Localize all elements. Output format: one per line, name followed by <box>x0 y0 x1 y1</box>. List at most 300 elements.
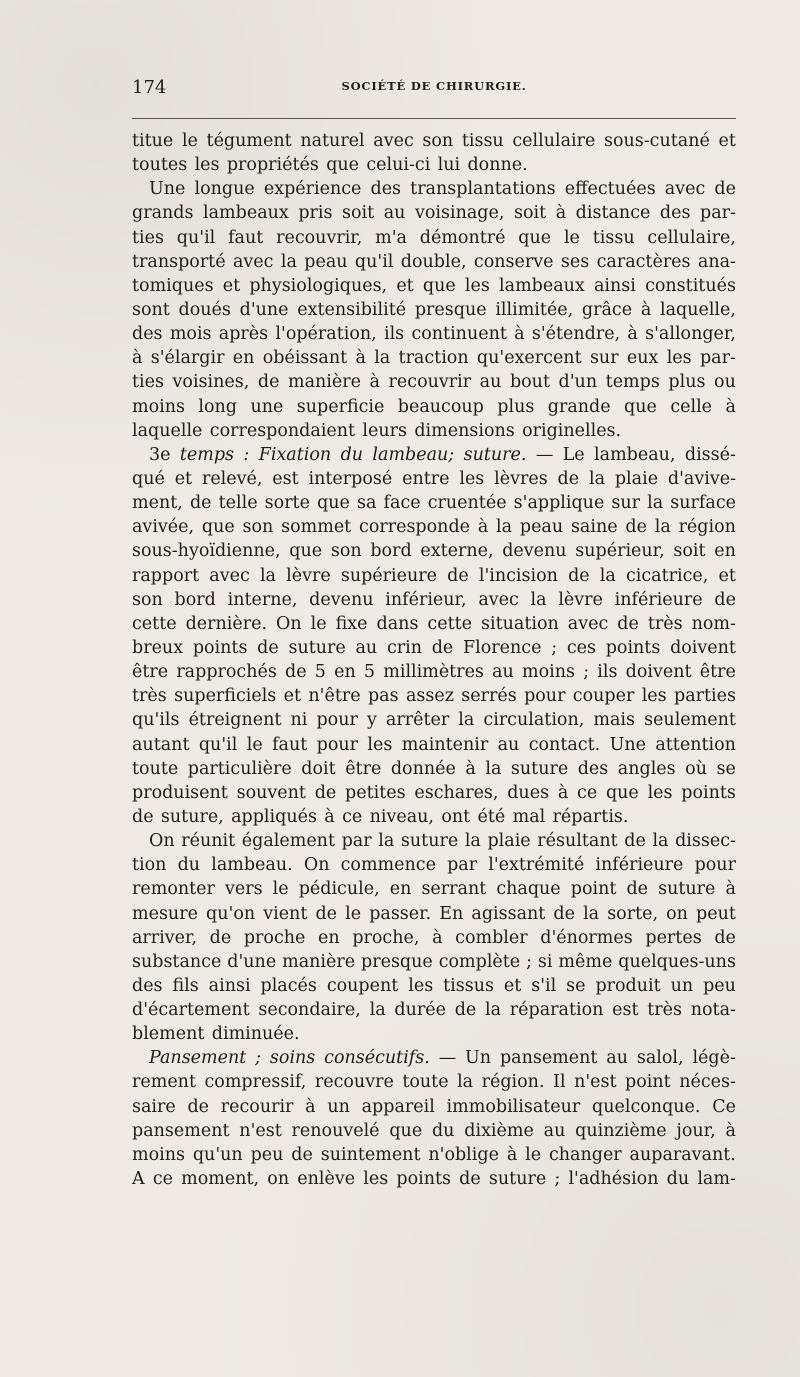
word: ce <box>152 1169 173 1190</box>
word: que <box>289 541 323 562</box>
word: coupent <box>326 975 399 996</box>
word: eschares, <box>414 782 499 803</box>
word: appareil <box>361 1096 435 1117</box>
word: ni <box>290 710 308 731</box>
word: à <box>506 1144 518 1165</box>
word: de <box>431 637 454 658</box>
word: placés <box>260 975 317 996</box>
word: On <box>149 831 175 852</box>
word: En <box>439 903 464 924</box>
word: presque <box>414 299 487 320</box>
word: région. <box>481 1072 545 1093</box>
word: ment, <box>132 493 183 514</box>
word: d'une <box>227 951 277 972</box>
word: sa <box>357 493 377 514</box>
word: On <box>276 613 302 634</box>
word: la <box>369 1000 386 1021</box>
text-line <box>132 1167 736 1191</box>
word: le <box>345 903 362 924</box>
word: obéissant <box>262 348 348 369</box>
word: double, <box>400 251 467 272</box>
text-line <box>132 733 736 757</box>
word: un <box>327 1096 350 1117</box>
word: la <box>457 1072 474 1093</box>
text-line <box>132 153 736 177</box>
word: son <box>132 589 163 610</box>
word: qu'il <box>176 227 216 248</box>
word: supérieur, <box>575 541 665 562</box>
word: Ce <box>712 1096 736 1117</box>
word: pas <box>367 686 399 707</box>
word: voisines, <box>172 372 250 393</box>
word: ce <box>342 806 363 827</box>
word: Fixation <box>258 444 332 465</box>
word: autant <box>132 734 190 755</box>
word: ce <box>577 782 598 803</box>
word: la <box>647 493 664 514</box>
word: mois <box>169 324 212 345</box>
word: au <box>355 637 378 658</box>
word: recourir <box>220 1096 294 1117</box>
word: que <box>605 782 639 803</box>
text-line <box>132 781 736 805</box>
word: cellulaire, <box>647 227 736 248</box>
word: lèvre <box>558 589 603 610</box>
word: à <box>514 324 525 345</box>
word: diminuée. <box>211 1024 300 1045</box>
text-line <box>132 177 736 201</box>
word: à <box>432 927 443 948</box>
word: la <box>485 1000 502 1021</box>
word: s'il <box>531 975 557 996</box>
word: physiologiques, <box>249 275 388 296</box>
word: faut <box>272 734 308 755</box>
word: qu'exercent <box>476 348 582 369</box>
word: mal <box>512 806 546 827</box>
word: très <box>132 686 167 707</box>
word: ; <box>551 637 558 658</box>
word: pour <box>316 710 358 731</box>
word: d'un <box>558 372 598 393</box>
word: vers <box>224 879 263 900</box>
section-number: 3e <box>149 444 171 465</box>
word: soit <box>513 203 547 224</box>
word: la <box>652 831 669 852</box>
word: lèvres <box>494 468 548 489</box>
header-rule <box>132 118 736 119</box>
word: produisent <box>132 782 228 803</box>
word: doit <box>301 758 336 779</box>
word: presque <box>361 951 433 972</box>
word: mesure <box>132 903 198 924</box>
word: les <box>459 468 485 489</box>
word: dernière. <box>185 613 268 634</box>
word: Florence <box>463 637 542 658</box>
word: beaucoup <box>397 396 484 417</box>
word: à <box>477 517 489 538</box>
text-line <box>132 419 736 443</box>
word: cicatrice, <box>625 565 709 586</box>
word: la <box>654 517 671 538</box>
word: la <box>496 517 513 538</box>
word: avec <box>232 251 274 272</box>
word: renouvelé <box>291 1120 380 1141</box>
word: très <box>647 1000 682 1021</box>
word: tissus <box>443 975 494 996</box>
word: qu'un <box>192 1144 243 1165</box>
word: à <box>355 348 366 369</box>
word: de <box>132 806 154 827</box>
word: à <box>555 203 567 224</box>
word: points <box>681 782 736 803</box>
word: avec <box>209 565 250 586</box>
word: l'incision <box>478 565 558 586</box>
word: titue <box>132 131 174 151</box>
word: de <box>714 589 736 610</box>
word: ont <box>441 806 471 827</box>
word: par <box>341 831 372 852</box>
text-line <box>132 998 736 1022</box>
word: sous-hyoïdienne, <box>132 541 281 562</box>
word: et <box>283 686 302 707</box>
word: à <box>465 758 476 779</box>
word: fixe <box>335 613 368 634</box>
word: du <box>431 1120 455 1141</box>
word: n'est <box>239 1120 282 1141</box>
word: de <box>624 831 646 852</box>
word: les <box>408 975 434 996</box>
text-line <box>132 395 736 419</box>
word: attention <box>655 734 736 755</box>
word: de <box>454 1000 477 1021</box>
word: doivent <box>625 662 692 683</box>
word: proche <box>243 927 306 948</box>
word: Un <box>465 1048 492 1069</box>
word: salol, <box>636 1048 684 1069</box>
word: toute <box>132 758 179 779</box>
word: à <box>725 396 736 417</box>
word: se <box>566 975 586 996</box>
text-line <box>132 660 736 684</box>
word: faut <box>228 227 264 248</box>
word: On <box>303 855 330 876</box>
word: ; <box>583 662 590 683</box>
word: les <box>194 155 220 176</box>
word: doivent <box>670 637 736 658</box>
word: n'oblige <box>428 1144 499 1165</box>
word: très <box>647 613 683 634</box>
word: de <box>617 613 639 634</box>
word: naturel <box>300 131 365 151</box>
word: bord <box>174 589 216 610</box>
text-line <box>132 322 736 346</box>
word: lui <box>437 155 461 176</box>
word: quelconque. <box>592 1096 701 1117</box>
word: le <box>310 613 327 634</box>
word: souvent <box>236 782 306 803</box>
word: couper <box>572 686 635 707</box>
text-line <box>132 805 736 829</box>
word: d'écartement <box>132 1000 250 1021</box>
word: un <box>670 975 694 996</box>
word: suture <box>658 879 716 900</box>
word: commence <box>340 855 436 876</box>
word: peau <box>304 251 348 272</box>
word: lèvre <box>286 565 331 586</box>
word: peut <box>696 903 736 924</box>
text-line <box>132 274 736 298</box>
word: — <box>535 444 554 465</box>
word: à <box>305 1096 316 1117</box>
word: se <box>716 758 736 779</box>
word: du <box>340 444 364 465</box>
word: toute <box>402 1072 449 1093</box>
word: sous-cutané <box>603 131 710 151</box>
body-text <box>132 129 736 1191</box>
word: été <box>477 806 506 827</box>
word: inférieur, <box>385 589 467 610</box>
word: s'applique <box>513 493 605 514</box>
word: suture. <box>463 444 527 465</box>
word: peau <box>519 517 564 538</box>
text-line <box>132 926 736 950</box>
word: qu'il <box>198 734 238 755</box>
word: son <box>242 517 274 538</box>
word: moins <box>132 396 185 417</box>
word: moment, <box>181 1169 260 1190</box>
word: ; <box>255 1048 262 1069</box>
text-line <box>132 129 736 153</box>
text-line <box>132 250 736 274</box>
word: de <box>714 179 736 200</box>
word: en <box>318 927 340 948</box>
word: y <box>366 710 377 731</box>
word: Le <box>562 444 585 465</box>
word: son <box>422 131 454 151</box>
word: crin <box>386 637 422 658</box>
word: produit <box>595 975 661 996</box>
word: de <box>257 372 280 393</box>
word: si <box>537 951 553 972</box>
word: mais <box>593 710 635 731</box>
word: résultant <box>537 831 618 852</box>
word: lambeau, <box>594 444 676 465</box>
word: particulière <box>187 758 292 779</box>
word: de <box>315 903 338 924</box>
word: des <box>577 758 609 779</box>
word: réparation <box>509 1000 604 1021</box>
word: extensibilité <box>297 299 407 320</box>
word: au <box>492 662 514 683</box>
word: pansement <box>132 1120 230 1141</box>
text-line <box>132 1095 736 1119</box>
word: cellulaire <box>512 131 596 151</box>
word: tissu <box>461 131 504 151</box>
word: plaie <box>487 831 531 852</box>
word: les <box>464 275 490 296</box>
word: cette <box>132 613 177 634</box>
word: et <box>174 468 193 489</box>
word: points <box>605 637 661 658</box>
word: continuent <box>411 324 507 345</box>
word: des <box>370 179 402 200</box>
word: suture <box>288 637 346 658</box>
word: et <box>718 565 736 586</box>
word: devenu <box>309 589 374 610</box>
word: que <box>422 275 456 296</box>
text-line <box>132 564 736 588</box>
word: ils <box>383 324 405 345</box>
word: bord <box>370 541 412 562</box>
word: assez <box>405 686 454 707</box>
word: avec <box>664 179 706 200</box>
word: le <box>272 879 289 900</box>
word: les <box>647 782 673 803</box>
word: contact. <box>528 734 601 755</box>
text-line <box>132 1119 736 1143</box>
word: pour <box>694 855 736 876</box>
word: à <box>725 1120 736 1141</box>
word: manière <box>282 951 356 972</box>
word: à <box>324 806 335 827</box>
word: cruentée <box>427 493 507 514</box>
text-line <box>132 612 736 636</box>
word: vient <box>263 903 308 924</box>
word: appliqués <box>231 806 317 827</box>
word: eux <box>626 348 659 369</box>
word: que <box>624 396 657 417</box>
word: que <box>326 155 360 176</box>
word: à <box>369 372 380 393</box>
word: celui-ci <box>366 155 431 176</box>
word: leurs <box>362 420 407 441</box>
word: interne, <box>227 589 298 610</box>
word: ils <box>597 662 618 683</box>
word: maintenir <box>401 734 489 755</box>
word: à <box>627 324 638 345</box>
word: légè- <box>692 1048 736 1069</box>
text-line <box>132 708 736 732</box>
word: de <box>285 662 307 683</box>
page-number: 174 <box>132 77 167 98</box>
word: ties <box>132 227 164 248</box>
word: et <box>718 131 736 151</box>
word: de <box>291 1144 313 1165</box>
word: pansement <box>499 1048 598 1069</box>
word: face <box>383 493 421 514</box>
word: : <box>243 444 250 465</box>
text-line <box>132 1046 736 1070</box>
word: points <box>396 1169 451 1190</box>
word: superficie <box>296 396 385 417</box>
word: moins <box>522 662 575 683</box>
word: en <box>714 541 736 562</box>
word: suintement <box>320 1144 421 1165</box>
word: soins <box>269 1048 316 1069</box>
word: les <box>367 734 393 755</box>
word: telle <box>218 493 258 514</box>
word: auparavant. <box>629 1144 736 1165</box>
word: surface <box>670 493 736 514</box>
word: compressif, <box>204 1072 307 1093</box>
text-line <box>132 684 736 708</box>
word: à <box>557 782 569 803</box>
word: suture <box>400 831 459 852</box>
word: les <box>666 348 692 369</box>
word: au <box>497 734 520 755</box>
word: soit <box>673 541 706 562</box>
word: avec <box>478 589 519 610</box>
word: suture <box>510 758 569 779</box>
word: du <box>177 855 201 876</box>
word: tégument <box>206 131 292 151</box>
word: cette <box>427 613 473 634</box>
word: de <box>447 565 469 586</box>
word: avec <box>373 131 414 151</box>
word: breux <box>132 637 184 658</box>
word: transplantations <box>410 179 556 200</box>
word: que <box>389 1120 423 1141</box>
word: effectuées <box>564 179 656 200</box>
word: Il <box>553 1072 566 1093</box>
word: petites <box>345 782 406 803</box>
word: grâce <box>581 299 633 320</box>
word: situation <box>481 613 559 634</box>
word: le <box>525 1144 542 1165</box>
word: plaie <box>614 468 659 489</box>
word: dimensions <box>414 420 515 441</box>
word: — <box>438 1048 457 1069</box>
word: serrant <box>421 879 487 900</box>
word: celle <box>670 396 713 417</box>
word: néces- <box>679 1072 736 1093</box>
word: et <box>503 975 522 996</box>
word: relevé, <box>201 468 263 489</box>
word: plus <box>668 372 706 393</box>
word: doués <box>178 299 231 320</box>
word: la <box>378 831 395 852</box>
page-header <box>132 77 736 105</box>
word: avec <box>567 613 609 634</box>
word: recouvre <box>314 1072 394 1093</box>
word: l'opération, <box>275 324 377 345</box>
word: sont <box>132 299 170 320</box>
word: long <box>198 396 238 417</box>
word: temps <box>605 372 660 393</box>
word: seulement <box>644 710 736 731</box>
text-line <box>132 1143 736 1167</box>
word: Une <box>149 179 186 200</box>
word: 5 <box>363 662 376 683</box>
word: d'avive- <box>667 468 736 489</box>
word: expérience <box>263 179 362 200</box>
word: moins <box>132 1144 185 1165</box>
word: de <box>187 1096 210 1117</box>
word: quinzième <box>575 1120 667 1141</box>
word: être <box>699 662 736 683</box>
word: toutes <box>132 155 188 176</box>
word: s'allonger, <box>645 324 736 345</box>
word: n'est <box>574 1072 617 1093</box>
word: nom- <box>691 613 736 634</box>
word: de <box>714 927 736 948</box>
word: quelques-uns <box>618 951 736 972</box>
word: le <box>563 227 580 248</box>
word: transporté <box>132 251 226 272</box>
word: serrés <box>461 686 517 707</box>
text-line <box>132 539 736 563</box>
word: propriétés <box>226 155 319 176</box>
